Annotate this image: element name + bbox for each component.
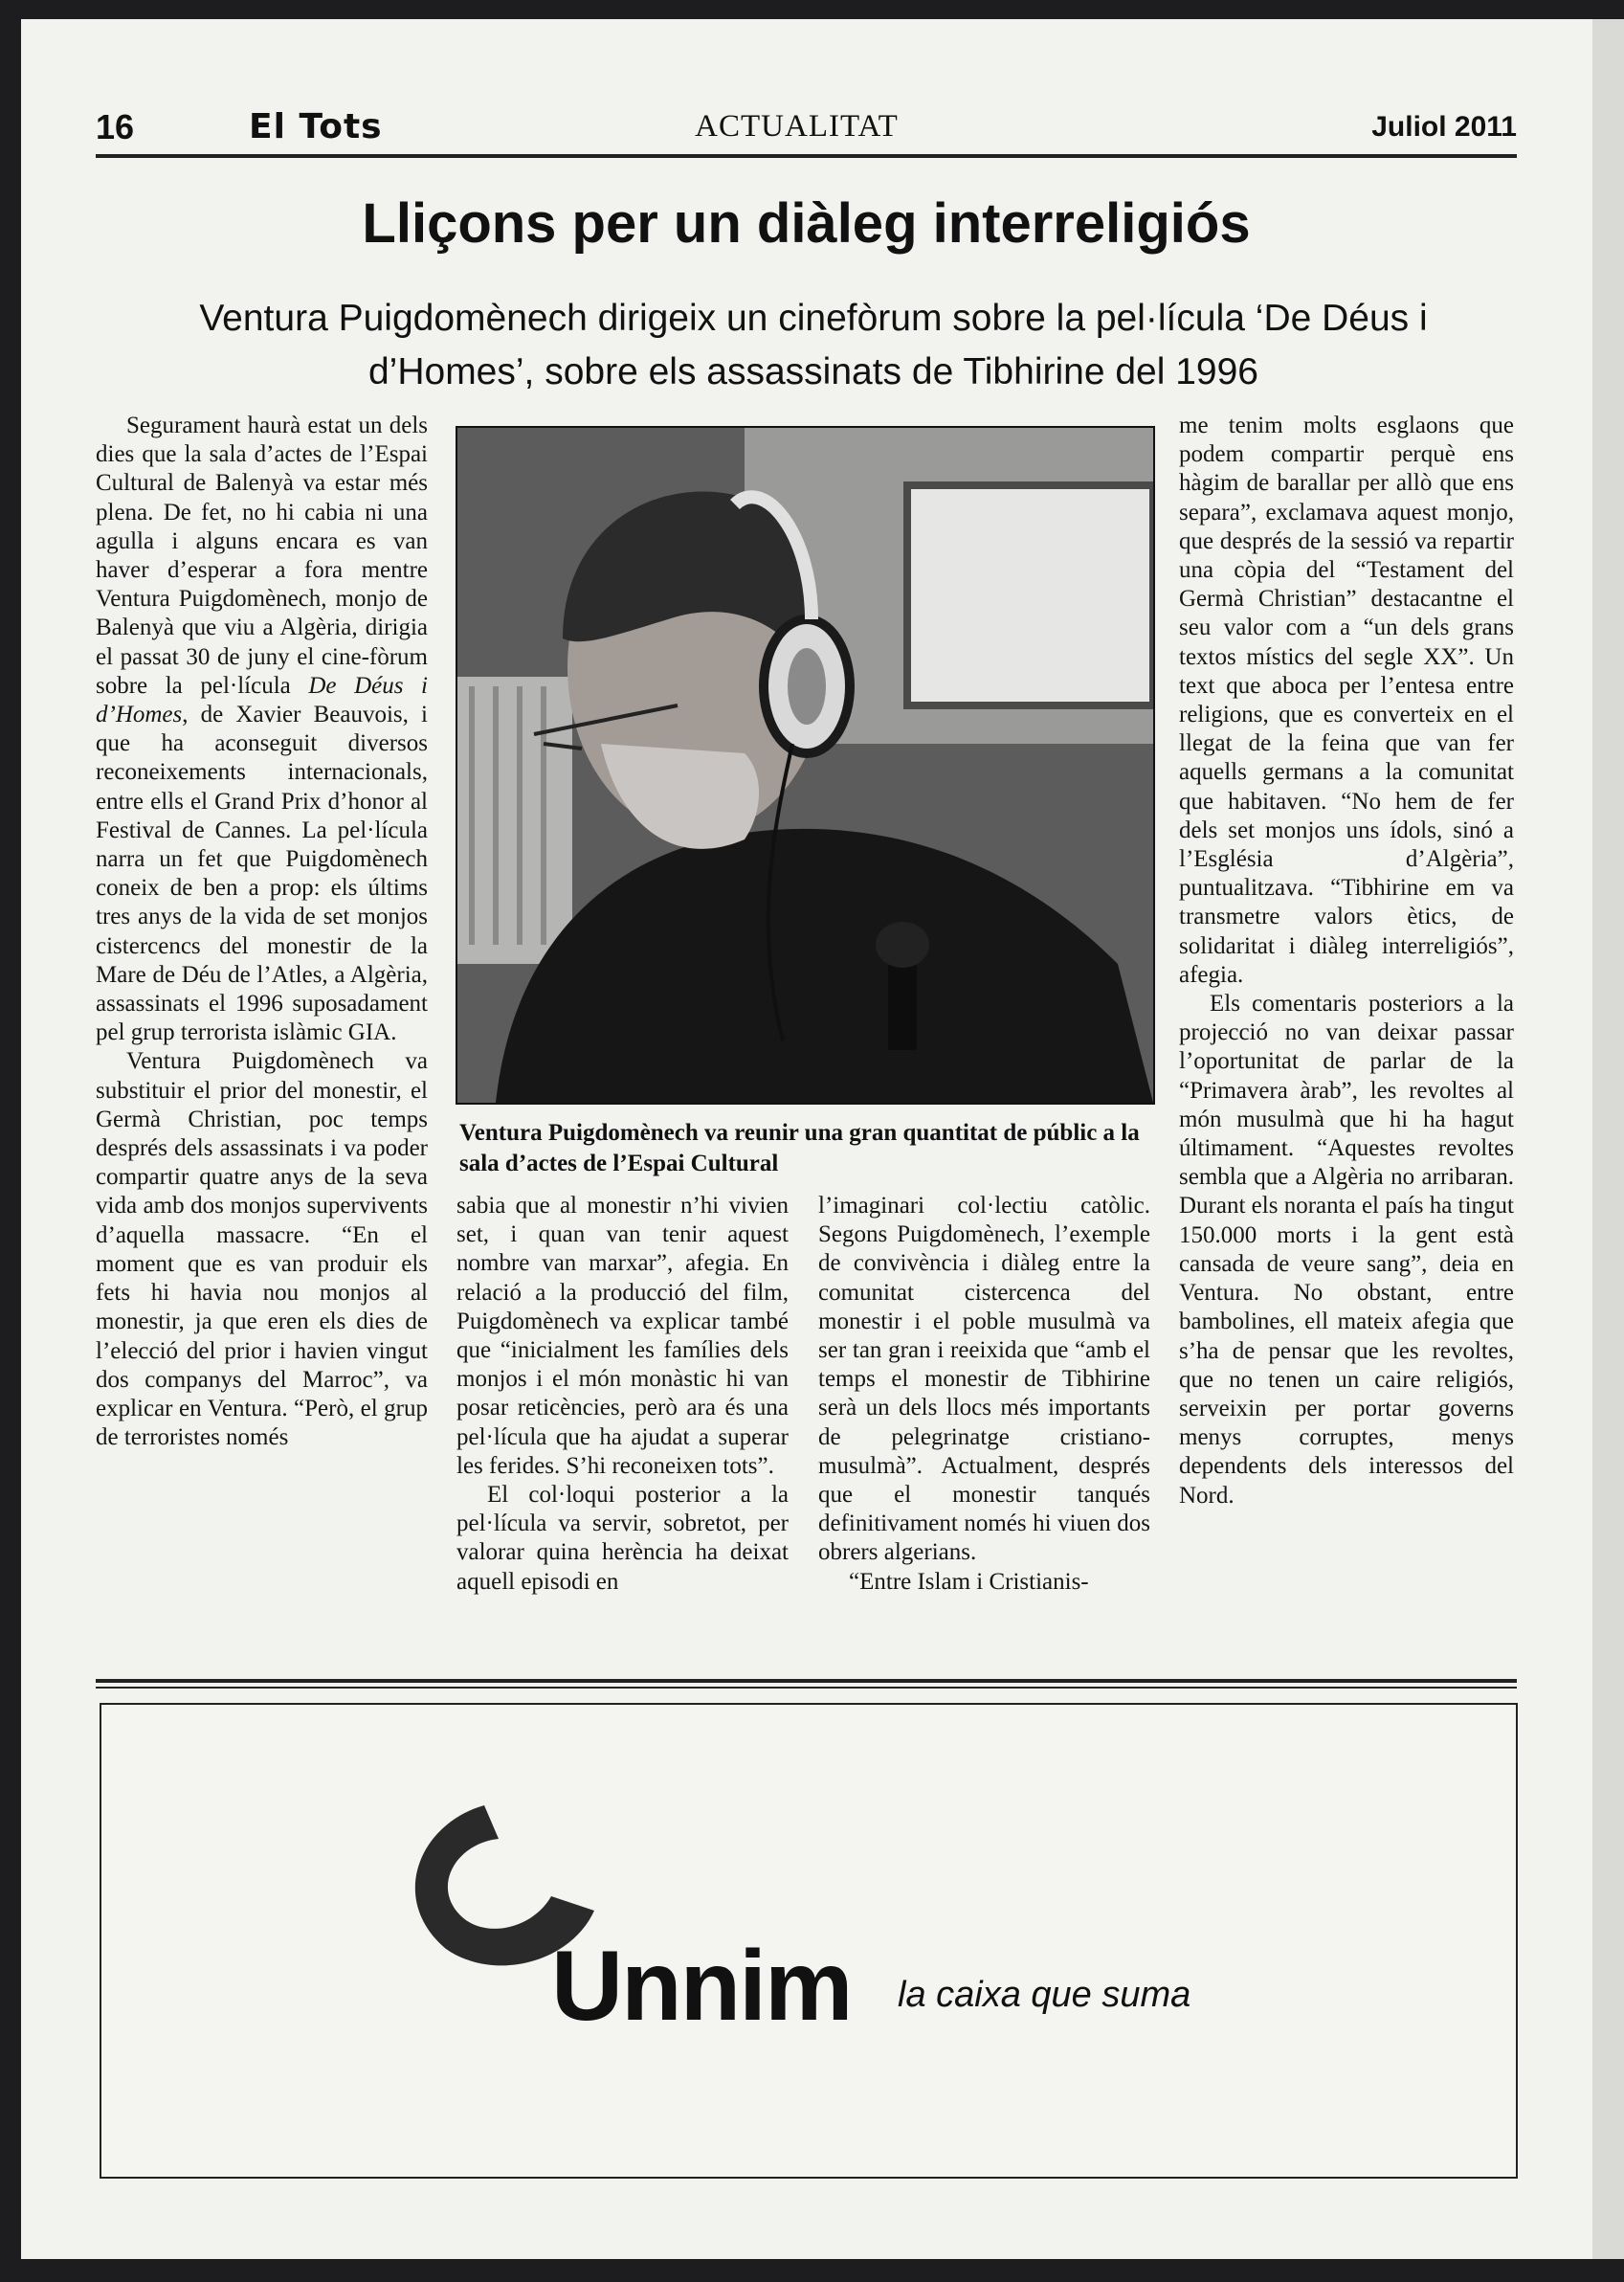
paragraph: Els comentaris posteriors a la projecció no van deixar passar l’oportunitat de parlar de la “Primavera àrab”, les revoltes al món musulmà que hi ha hagut últimament. “Aquestes revoltes sembla que a Algèria no arribaran. Durant els noranta el país ha tingut 150.000 morts i la gent està cansada de veure sang”, deia en Ventura. No obstant, entre bambolines, ell mateix afegia que s’ha de pensar que les revoltes, que no tenen un caire religiós, serveixin per portar governs menys corruptes, menys dependents dels interessos del Nord.	[1179, 991, 1514, 1509]
paragraph: El col·loqui posterior a la pel·lícula va servir, sobretot, per valorar quina herència ha deixat aquell episodi en	[456, 1482, 789, 1595]
section-title: ACTUALITAT	[695, 109, 899, 144]
page-header	[77, 107, 1517, 151]
article-photo	[456, 426, 1155, 1105]
paragraph: l’imaginari col·lectiu catòlic. Segons Puigdomènech, l’exemple de convivència i diàleg entre la comunitat cistercenca del monestir i el poble musulmà va ser tan gran i reeixida que “amb el temps el monestir de Tibhirine serà un dels llocs més importants de pelegrinatge cristiano-musulmà”. Actualment, després que el monestir tanqués definitivament només hi viuen dos obrers algerians.	[818, 1193, 1150, 1566]
article-subtitle: Ventura Puigdomènech dirigeix un cinefòrum sobre la pel·lícula ‘De Déus i d’Homes’, sobre els assassinats de Tibhirine del 1996	[199, 298, 1428, 392]
article-column-2	[456, 1192, 789, 1597]
advertisement	[100, 1703, 1518, 2179]
ad-brand: Unnim	[551, 1931, 852, 2042]
scan-edge	[1592, 19, 1624, 2259]
article-column-3	[818, 1192, 1150, 1597]
photo-illustration	[457, 428, 1153, 1103]
issue-date: Juliol 2011	[1371, 111, 1517, 143]
article-column-1	[96, 412, 428, 1452]
photo-caption: Ventura Puigdomènech va reunir una gran quantitat de públic a la sala d’actes de l’Espai Cultural	[459, 1120, 1140, 1176]
article-title: Lliçons per un diàleg interreligiós	[362, 192, 1251, 255]
magazine-name: El Tots	[249, 107, 383, 146]
paragraph: Segurament haurà estat un dels dies que la sala d’actes de l’Espai Cultural de Balenyà va estar més plena. De fet, no hi cabia ni una agulla i alguns encara es van haver d’esperar a fora mentre Ventura Puigdomènech, monjo de Balenyà que viu a Algèria, dirigia el passat 30 de juny el cine-fòrum sobre la pel·lícula De Déus i d’Homes, de Xavier Beauvois, i que ha aconseguit diversos reconeixements internacionals, entre ells el Grand Prix d’honor al Festival de Cannes. La pel·lícula narra un fet que Puigdomènech coneix de ben a prop: els últims tres anys de la vida de set monjos cistercencs del monestir de la Mare de Déu de l’Atles, a Algèria, assassinats el 1996 suposadament pel grup terrorista islàmic GIA.	[96, 413, 429, 1046]
page-number: 16	[96, 107, 135, 146]
ad-rule-thin	[96, 1687, 1517, 1689]
paragraph: me tenim molts esglaons que podem compartir perquè ens hàgim de barallar per allò que ens separa”, exclamava aquest monjo, que després de la sessió va repartir una còpia del “Testament del Germà Christian” destacantne el seu valor com a “un dels grans textos místics del segle XX”. Un text que aboca per l’entesa entre religions, que es converteix en el llegat de la feina que van fer aquells germans a la comunitat que habitaven. “No hem de fer dels set monjos uns ídols, sinó a l’Església d’Algèria”, puntualitzava. “Tibhirine em va transmetre valors ètics, de solidaritat i diàleg interreligiós”, afegia.	[1179, 413, 1514, 988]
ad-tagline: la caixa que suma	[898, 1975, 1191, 2015]
paragraph: “Entre Islam i Cristianis-	[849, 1568, 1089, 1595]
article-column-4	[1179, 412, 1514, 1510]
paragraph: Ventura Puigdomènech va substituir el prior del monestir, el Germà Christian, poc temps després dels assassinats i va poder compartir quatre anys de la seva vida amb dos monjos supervivents d’aquella massacre. “En el moment que es van produir els fets hi havia nou monjos al monestir, ja que eren els dies de l’elecció del prior i havien vingut dos companys del Marroc”, va explicar en Ventura. “Però, el grup de terroristes només	[96, 1048, 428, 1451]
film-title: De Déus i d’Homes	[96, 672, 429, 728]
ad-rule	[96, 1679, 1517, 1683]
paragraph: sabia que al monestir n’hi vivien set, i quan van tenir aquest nombre van marxar”, afegia. En relació a la producció del film, Puigdomènech va explicar també que “inicialment les famílies dels monjos i el món monàstic hi van posar reticències, però ara és una pel·lícula que ha ajudat a superar les ferides. S’hi reconeixen tots”.	[456, 1193, 789, 1479]
header-rule	[96, 154, 1517, 158]
